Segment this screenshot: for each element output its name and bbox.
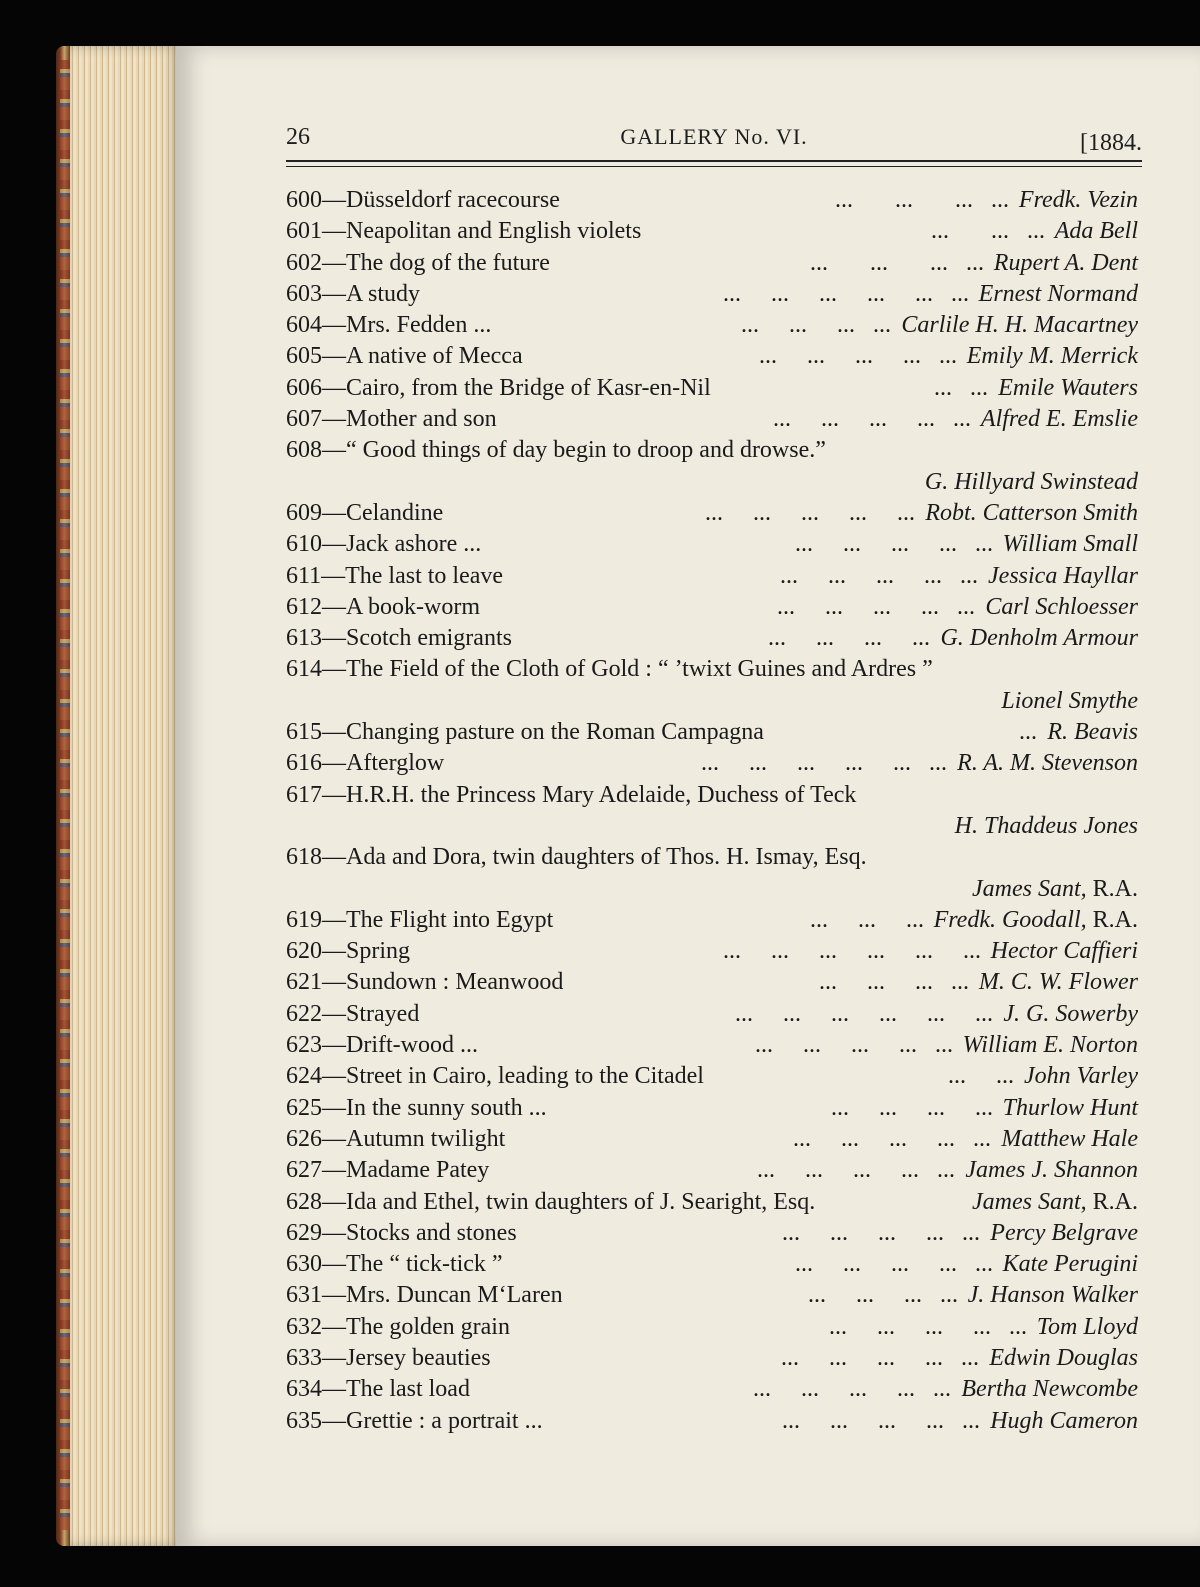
artist-name: John Varley <box>1024 1063 1138 1090</box>
artist-name: G. Hillyard Swinstead <box>924 468 1138 495</box>
leader-dots: ... ... ... <box>931 218 1045 245</box>
entry-title: 619—The Flight into Egypt <box>286 906 554 933</box>
entry-artist <box>1001 1124 1138 1155</box>
entry-artist <box>1003 999 1138 1030</box>
entry-title: 604—Mrs. Fedden ... <box>286 312 492 339</box>
catalogue-entry-artist-line <box>286 874 1138 905</box>
artist-name: M. C. W. Flower <box>978 969 1138 996</box>
leader-dots: ... ... ... ... ... <box>780 562 978 589</box>
catalogue-entry <box>286 623 1138 654</box>
artist-name: Fredk. Goodall, <box>933 906 1087 933</box>
artist-name: James Sant, <box>972 875 1087 902</box>
catalogue-entry <box>286 561 1138 592</box>
catalogue-entry <box>286 748 1138 779</box>
catalogue-entry <box>286 1280 1138 1311</box>
entry-artist <box>957 748 1138 779</box>
artist-name: J. G. Sowerby <box>1003 1000 1138 1027</box>
catalogue-entry <box>286 1124 1138 1155</box>
leader-dots: ... ... ... ... ... <box>795 531 993 558</box>
entry-artist <box>985 592 1138 623</box>
catalogue-entry <box>286 1155 1138 1186</box>
entry-artist <box>981 404 1138 435</box>
artist-suffix: R.A. <box>1086 1188 1138 1215</box>
catalogue-entry-artist-line <box>286 686 1138 717</box>
artist-name: Hugh Cameron <box>990 1407 1138 1434</box>
entry-title: 624—Street in Cairo, leading to the Citadel <box>286 1063 704 1090</box>
entry-title: 608—“ Good things of day begin to droop and drowse.” <box>286 437 826 464</box>
catalogue-entry <box>286 1218 1138 1249</box>
catalogue-entry <box>286 279 1138 310</box>
entry-title: 629—Stocks and stones <box>286 1219 517 1246</box>
leader-dots: ... ... ... ... ... <box>753 1376 951 1403</box>
entry-title: 625—In the sunny south ... <box>286 1094 547 1121</box>
artist-name: Carlile H. H. Macartney <box>901 312 1138 339</box>
entry-title: 602—The dog of the future <box>286 249 550 276</box>
entry-artist <box>1024 1061 1138 1092</box>
leader-dots: ... ... ... ... <box>831 1094 993 1121</box>
entry-title: 613—Scotch emigrants <box>286 625 512 652</box>
entry-title: 632—The golden grain <box>286 1313 510 1340</box>
entry-title: 628—Ida and Ethel, twin daughters of J. Searight, Esq. <box>286 1188 816 1215</box>
catalogue-entry <box>286 1343 1138 1374</box>
leader-dots: ... ... ... ... ... <box>793 1125 991 1152</box>
artist-name: Bertha Newcombe <box>961 1376 1138 1403</box>
catalogue-entry <box>286 1406 1138 1437</box>
catalogue-entry <box>286 341 1138 372</box>
entry-title: 622—Strayed <box>286 1000 420 1027</box>
leader-dots: ... ... ... ... ... <box>795 1251 993 1278</box>
artist-name: Alfred E. Emslie <box>980 406 1138 433</box>
entry-artist <box>988 561 1138 592</box>
catalogue-entry-artist-line <box>286 811 1138 842</box>
entry-title: 621—Sundown : Meanwood <box>286 969 564 996</box>
catalogue-list <box>286 185 1138 1437</box>
entry-artist <box>1003 529 1138 560</box>
artist-name: Emile Wauters <box>998 374 1138 401</box>
artist-name: Edwin Douglas <box>989 1344 1138 1371</box>
catalogue-entry <box>286 404 1138 435</box>
artist-name: G. Denholm Armour <box>940 625 1138 652</box>
catalogue-entry <box>286 1312 1138 1343</box>
catalogue-entry <box>286 310 1138 341</box>
entry-title: 630—The “ tick-tick ” <box>286 1251 503 1278</box>
catalogue-entry <box>286 967 1138 998</box>
leader-dots: ... ... ... ... ... <box>781 1344 979 1371</box>
artist-name: Hector Caffieri <box>990 938 1138 965</box>
artist-name: Kate Perugini <box>1002 1251 1138 1278</box>
page-stack <box>70 46 182 1546</box>
artist-name: Ada Bell <box>1054 218 1138 245</box>
catalogue-entry <box>286 498 1138 529</box>
artist-name: James Sant, <box>972 1188 1087 1215</box>
entry-title: 612—A book-worm <box>286 593 480 620</box>
leader-dots: ... ... ... ... ... <box>759 343 957 370</box>
year-label: [1884. <box>1080 130 1142 156</box>
catalogue-entry <box>286 592 1138 623</box>
leader-dots: ... ... ... ... ... <box>782 1219 980 1246</box>
entry-artist <box>989 1343 1138 1374</box>
entry-artist <box>940 623 1138 654</box>
entry-artist <box>1001 686 1138 717</box>
catalogue-entry <box>286 185 1138 216</box>
entry-artist <box>1047 717 1138 748</box>
entry-title: 635—Grettie : a portrait ... <box>286 1407 543 1434</box>
running-title: GALLERY No. VI. <box>620 124 808 149</box>
entry-title: 618—Ada and Dora, twin daughters of Thos. H. Ismay, Esq. <box>286 844 867 871</box>
artist-name: Tom Lloyd <box>1036 1313 1138 1340</box>
entry-artist <box>972 1187 1138 1218</box>
catalogue-entry <box>286 248 1138 279</box>
entry-title: 615—Changing pasture on the Roman Campagna <box>286 719 764 746</box>
catalogue-entry <box>286 216 1138 247</box>
entry-title: 603—A study <box>286 280 421 307</box>
entry-title: 634—The last load <box>286 1376 470 1403</box>
entry-artist <box>965 1155 1138 1186</box>
entry-artist <box>994 248 1138 279</box>
leader-dots: ... ... ... ... <box>808 1282 958 1309</box>
artist-name: Ernest Normand <box>978 280 1138 307</box>
catalogue-entry <box>286 435 1138 466</box>
artist-name: James J. Shannon <box>965 1157 1138 1184</box>
leader-dots: ... ... ... ... <box>819 969 969 996</box>
leader-dots: ... ... ... ... ... <box>773 406 971 433</box>
entry-artist <box>972 874 1138 905</box>
artist-name: Fredk. Vezin <box>1018 187 1138 213</box>
catalogue-entry <box>286 1187 1138 1218</box>
catalogue-entry <box>286 905 1138 936</box>
catalogue-entry <box>286 1249 1138 1280</box>
entry-title: 601—Neapolitan and English violets <box>286 218 642 245</box>
entry-title: 627—Madame Patey <box>286 1157 490 1184</box>
entry-title: 605—A native of Mecca <box>286 343 523 370</box>
leader-dots: ... ... ... ... ... <box>757 1157 955 1184</box>
leader-dots: ... ... ... ... <box>810 249 984 276</box>
entry-artist <box>934 905 1138 936</box>
entry-title: 614—The Field of the Cloth of Gold : “ ’twixt Guines and Ardres ” <box>286 656 933 683</box>
entry-artist <box>979 967 1138 998</box>
entry-artist <box>1019 185 1138 216</box>
artist-name: Percy Belgrave <box>990 1219 1138 1246</box>
leader-dots: ... ... ... ... ... ... <box>735 1000 993 1027</box>
entry-artist <box>955 811 1138 842</box>
entry-title: 617—H.R.H. the Princess Mary Adelaide, Duchess of Teck <box>286 781 857 808</box>
entry-artist <box>967 341 1138 372</box>
entry-artist <box>961 1374 1138 1405</box>
entry-title: 623—Drift-wood ... <box>286 1032 478 1059</box>
catalogue-entry <box>286 999 1138 1030</box>
entry-artist <box>990 1218 1138 1249</box>
artist-name: Lionel Smythe <box>1001 687 1138 714</box>
artist-name: Carl Schloesser <box>985 593 1138 620</box>
entry-artist <box>925 498 1138 529</box>
artist-name: R. A. M. Stevenson <box>957 750 1138 777</box>
entry-title: 616—Afterglow <box>286 750 445 777</box>
entry-artist <box>925 467 1138 498</box>
catalogue-entry <box>286 654 1138 685</box>
artist-suffix: R.A. <box>1086 875 1138 902</box>
artist-name: R. Beavis <box>1047 719 1138 746</box>
entry-title: 626—Autumn twilight <box>286 1125 506 1152</box>
header-rule-thin <box>286 166 1142 167</box>
leader-dots: ... ... ... ... ... ... <box>701 750 947 777</box>
catalogue-entry <box>286 842 1138 873</box>
entry-artist <box>1037 1312 1138 1343</box>
catalogue-entry <box>286 780 1138 811</box>
entry-title: 609—Celandine <box>286 499 444 526</box>
entry-artist <box>991 936 1138 967</box>
entry-artist <box>963 1030 1138 1061</box>
entry-artist <box>990 1406 1138 1437</box>
catalogue-entry <box>286 1061 1138 1092</box>
catalogue-entry <box>286 373 1138 404</box>
leader-dots: ... ... <box>948 1063 1014 1090</box>
leader-dots: ... ... ... ... <box>768 625 930 652</box>
leader-dots: ... ... ... ... ... ... <box>723 938 981 965</box>
header-rule-thick <box>286 160 1142 162</box>
entry-title: 633—Jersey beauties <box>286 1344 491 1371</box>
entry-artist <box>979 279 1138 310</box>
entry-artist <box>968 1280 1138 1311</box>
leader-dots: ... <box>1019 719 1037 746</box>
page-header <box>286 118 1142 158</box>
artist-name: Matthew Hale <box>1001 1125 1138 1152</box>
artist-suffix: R.A. <box>1086 906 1138 933</box>
leader-dots: ... ... ... <box>810 906 924 933</box>
leader-dots: ... ... ... ... ... <box>782 1407 980 1434</box>
catalogue-entry <box>286 1030 1138 1061</box>
leader-dots: ... ... ... ... ... ... <box>723 280 969 307</box>
entry-title: 607—Mother and son <box>286 406 497 433</box>
entry-artist <box>1003 1249 1138 1280</box>
leader-dots: ... ... ... ... <box>741 312 891 339</box>
artist-name: Emily M. Merrick <box>966 343 1138 370</box>
entry-artist <box>1055 216 1138 247</box>
artist-name: J. Hanson Walker <box>967 1282 1138 1309</box>
artist-name: Rupert A. Dent <box>993 249 1138 276</box>
entry-title: 611—The last to leave <box>286 562 504 589</box>
leader-dots: ... ... ... ... ... <box>777 593 975 620</box>
catalogue-entry <box>286 1093 1138 1124</box>
artist-name: Robt. Catterson Smith <box>925 499 1138 526</box>
catalogue-entry <box>286 1374 1138 1405</box>
marbled-edge <box>60 60 70 1530</box>
artist-name: H. Thaddeus Jones <box>954 812 1138 839</box>
entry-title: 606—Cairo, from the Bridge of Kasr-en-Nil <box>286 374 711 401</box>
entry-title: 631—Mrs. Duncan M‘Laren <box>286 1282 563 1309</box>
catalogue-entry <box>286 529 1138 560</box>
catalogue-entry <box>286 717 1138 748</box>
entry-title: 610—Jack ashore ... <box>286 531 482 558</box>
artist-name: William Small <box>1002 531 1138 558</box>
catalogue-entry-artist-line <box>286 467 1138 498</box>
leader-dots: ... ... ... ... ... <box>829 1313 1027 1340</box>
entry-artist <box>1003 1093 1138 1124</box>
leader-dots: ... ... ... ... <box>835 187 1009 213</box>
leader-dots: ... ... <box>934 374 988 401</box>
leader-dots: ... ... ... ... ... <box>755 1032 953 1059</box>
entry-artist <box>998 373 1138 404</box>
leader-dots: ... ... ... ... ... <box>705 499 915 526</box>
artist-name: Jessica Hayllar <box>988 562 1138 589</box>
entry-title: 620—Spring <box>286 938 411 965</box>
entry-title: 600—Düsseldorf racecourse <box>286 187 560 213</box>
artist-name: Thurlow Hunt <box>1002 1094 1138 1121</box>
page-number: 26 <box>286 124 310 150</box>
catalogue-entry <box>286 936 1138 967</box>
artist-name: William E. Norton <box>962 1032 1138 1059</box>
entry-artist <box>901 310 1138 341</box>
